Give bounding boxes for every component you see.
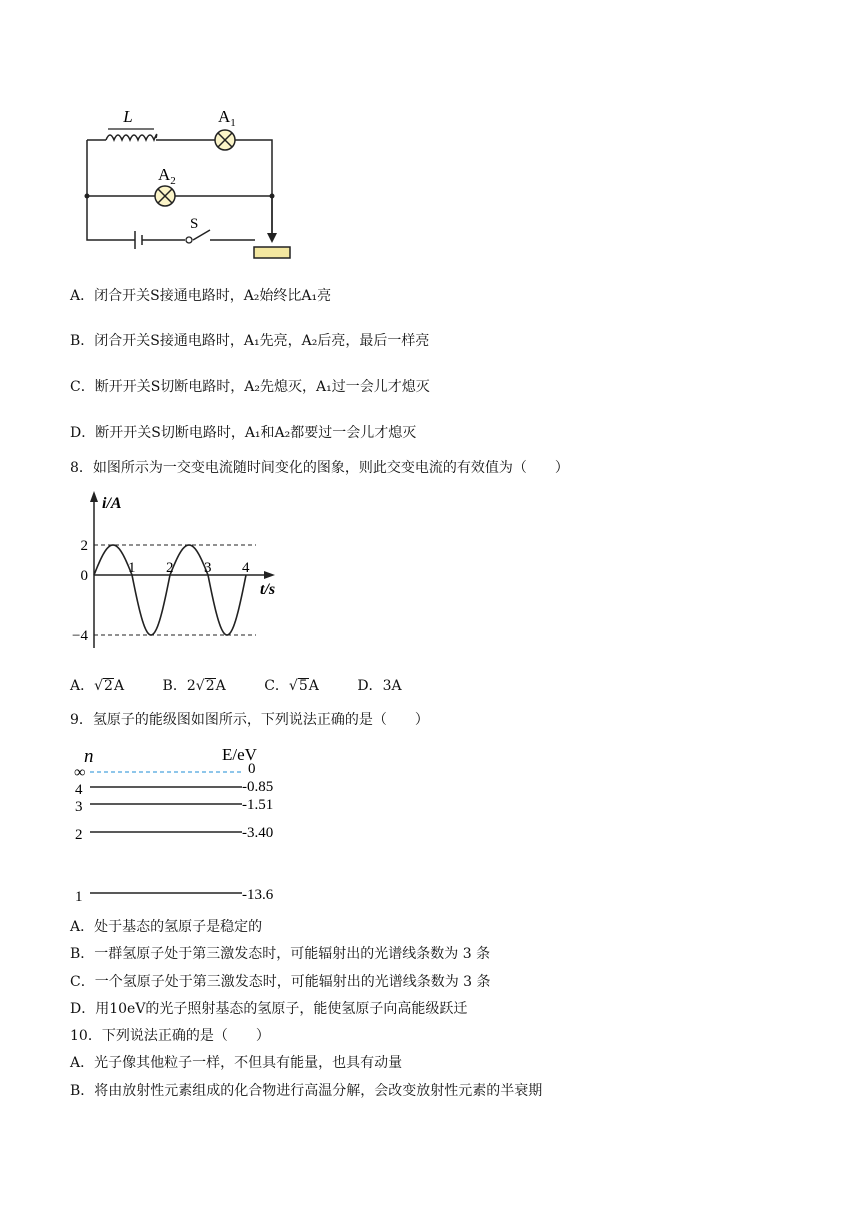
slider-arrow-icon	[267, 233, 277, 243]
y-tick-label: 2	[80, 538, 88, 554]
q7-option-c: C．断开开关S切断电路时，A₂先熄灭，A₁过一会儿才熄灭	[70, 379, 430, 395]
q9-option-b: B．一群氢原子处于第三激发态时，可能辐射出的光谱线条数为 3 条	[70, 946, 491, 962]
q9-option-a: A．处于基态的氢原子是稳定的	[70, 919, 263, 935]
current-curve	[94, 545, 246, 635]
rheostat-icon	[254, 247, 290, 258]
x-tick-label: 4	[242, 560, 250, 576]
q9-option-d: D．用10eV的光子照射基态的氢原子，能使氢原子向高能级跃迁	[70, 1001, 468, 1017]
q7-option-d: D．断开开关S切断电路时，A₁和A₂都要过一会儿才熄灭	[70, 425, 417, 441]
x-tick-label: 1	[128, 560, 136, 576]
q8-option-a: A．√2A	[70, 678, 125, 694]
x-axis-label: t/s	[260, 581, 276, 598]
y-tick-label: 0	[80, 568, 88, 584]
junction-dot	[85, 194, 90, 199]
switch-contact	[186, 237, 192, 243]
q8-options	[70, 676, 436, 696]
q8-option-b: B．2√2A	[162, 678, 226, 694]
q9-energy-level-diagram	[70, 738, 310, 908]
q7-circuit-diagram	[80, 100, 300, 270]
level-e-4: -0.85	[242, 779, 274, 795]
q7-option-a: A．闭合开关S接通电路时，A₂始终比A₁亮	[70, 288, 332, 304]
q10-stem: 10．下列说法正确的是（ ）	[70, 1028, 270, 1044]
lamp-a2-label: $A_2$	[158, 165, 176, 187]
level-n-3: 3	[75, 799, 83, 815]
y-axis-arrow-icon	[90, 491, 98, 502]
inductor-label: L	[123, 107, 133, 126]
level-n-inf: ∞	[74, 764, 86, 781]
x-tick-label: 2	[166, 560, 174, 576]
lamp-a1-label: $A_1$	[218, 107, 236, 129]
level-n-4: 4	[75, 782, 83, 798]
level-e-2: -3.40	[242, 825, 274, 841]
n-label: n	[84, 746, 94, 767]
q9-stem: 9．氢原子的能级图如图所示，下列说法正确的是（ ）	[70, 712, 429, 728]
level-e-1: -13.6	[242, 887, 274, 903]
e-label: E/eV	[222, 745, 257, 764]
junction-dot	[270, 194, 275, 199]
level-e-inf: 0	[248, 761, 256, 777]
inductor-coil	[106, 134, 157, 140]
q10-option-a: A．光子像其他粒子一样，不但具有能量，也具有动量	[70, 1055, 403, 1071]
x-tick-label: 3	[204, 560, 212, 576]
y-tick-label: −4	[72, 628, 88, 644]
q9-option-c: C．一个氢原子处于第三激发态时，可能辐射出的光谱线条数为 3 条	[70, 974, 491, 990]
level-n-2: 2	[75, 827, 83, 843]
q8-option-d: D．3A	[357, 678, 402, 694]
q10-option-b: B．将由放射性元素组成的化合物进行高温分解，会改变放射性元素的半衰期	[70, 1083, 543, 1099]
q8-current-chart	[70, 488, 290, 658]
x-axis-arrow-icon	[264, 571, 275, 579]
level-e-3: -1.51	[242, 797, 274, 813]
y-axis-label: i/A	[102, 495, 122, 512]
switch-label: S	[190, 216, 199, 232]
q8-option-c: C．√5A	[264, 678, 319, 694]
q8-stem: 8．如图所示为一交变电流随时间变化的图象，则此交变电流的有效值为（ ）	[70, 460, 569, 476]
level-n-1: 1	[75, 889, 83, 905]
q7-option-b: B．闭合开关S接通电路时，A₁先亮，A₂后亮，最后一样亮	[70, 333, 430, 349]
